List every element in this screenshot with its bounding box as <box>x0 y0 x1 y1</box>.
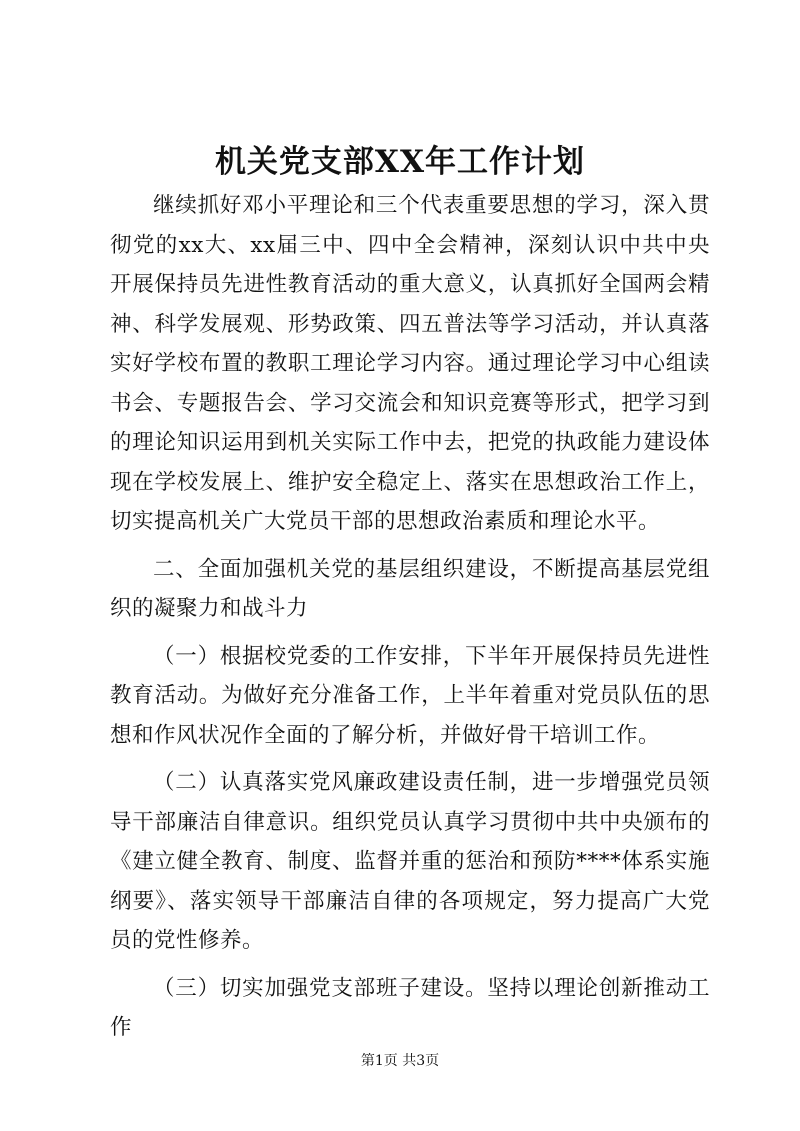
page-title: 机关党支部XX年工作计划 <box>214 144 586 180</box>
section-heading-organization: 二、全面加强机关党的基层组织建设，不断提高基层党组织的凝聚力和战斗力 <box>110 556 710 621</box>
document-body <box>110 186 710 1048</box>
paragraph-item-3: （三）切实加强党支部班子建设。坚持以理论创新推动工作 <box>110 975 710 1040</box>
page-footer: 第1页 共3页 <box>360 1053 440 1069</box>
paragraph-item-1: （一）根据校党委的工作安排，下半年开展保持员先进性教育活动。为做好充分准备工作，上半年着重对党员队伍的思想和作风状况作全面的了解分析，并做好骨干培训工作。 <box>110 643 710 748</box>
paragraph-item-2: （二）认真落实党风廉政建设责任制，进一步增强党员领导干部廉洁自律意识。组织党员认真学习贯彻中共中央颁布的《建立健全教育、制度、监督并重的惩治和预防****体系实施纲要》、落实领导干部廉洁自律的各项规定，努力提高广大党员的党性修养。 <box>110 770 710 953</box>
paragraph-study-theory: 继续抓好邓小平理论和三个代表重要思想的学习，深入贯彻党的xx大、xx届三中、四中全会精神，深刻认识中共中央开展保持员先进性教育活动的重大意义，认真抓好全国两会精神、科学发展观、形势政策、四五普法等学习活动，并认真落实好学校布置的教职工理论学习内容。通过理论学习中心组读书会、专题报告会、学习交流会和知识竞赛等形式，把学习到的理论知识运用到机关实际工作中去，把党的执政能力建设体现在学校发展上、维护安全稳定上、落实在思想政治工作上，切实提高机关广大党员干部的思想政治素质和理论水平。 <box>110 193 710 534</box>
